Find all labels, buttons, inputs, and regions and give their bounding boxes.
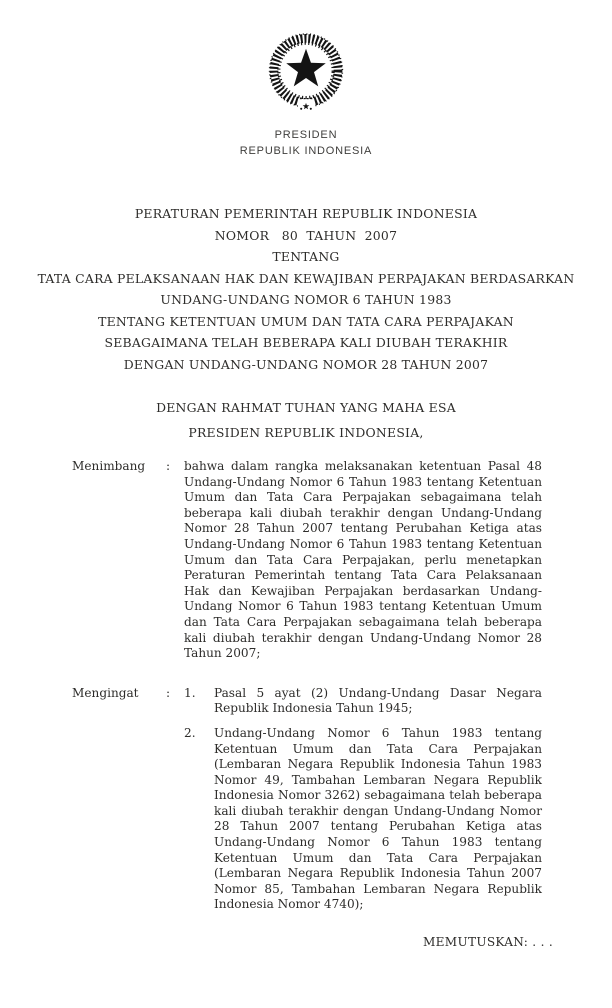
mengingat-section bbox=[0, 686, 612, 913]
mengingat-item-2 bbox=[184, 726, 542, 913]
title-line-subject-3: TENTANG KETENTUAN UMUM DAN TATA CARA PERPAJAKAN bbox=[98, 313, 514, 329]
title-line-subject-4: SEBAGAIMANA TELAH BEBERAPA KALI DIUBAH TERAKHIR bbox=[104, 335, 508, 350]
invocation-line: DENGAN RAHMAT TUHAN YANG MAHA ESA bbox=[156, 400, 456, 415]
mengingat-items bbox=[184, 686, 542, 913]
mengingat-item-1 bbox=[184, 686, 542, 717]
menimbang-section bbox=[0, 459, 612, 662]
title-line-number: NOMOR 80 TAHUN 2007 bbox=[214, 227, 398, 243]
page-continuation-marker: MEMUTUSKAN: . . . bbox=[423, 935, 553, 950]
title-line-subject-5: DENGAN UNDANG-UNDANG NOMOR 28 TAHUN 2007 bbox=[123, 356, 489, 372]
mengingat-colon: : bbox=[166, 685, 171, 700]
issuer-line: PRESIDEN REPUBLIK INDONESIA, bbox=[188, 425, 424, 440]
letterhead-republik-indonesia: REPUBLIK INDONESIA bbox=[239, 145, 373, 157]
menimbang-label: Menimbang bbox=[72, 459, 146, 473]
mengingat-item-1-number: 1. bbox=[184, 685, 196, 700]
mengingat-item-2-text: Undang-Undang Nomor 6 Tahun 1983 tentang Ketentuan Umum dan Tata Cara Perpajakan (Lembaran Negara Republik Indonesia Tahun 1983 Nomor 49, Tambahan Lembaran Negara Republik Indonesia Nomor 3262) sebagaimana telah beberapa kali diubah terakhir dengan Undang-Undang Nomor 28 Tahun 2007 tentang Perubahan Ketiga atas Undang-Undang Nomor 6 Tahun 1983 tentang Ketentuan Umum dan Tata Cara Perpajakan (Lembaran Negara Republik Indonesia Tahun 2007 Nomor 85, Tambahan Lembaran Negara Republik Indonesia Nomor 4740); bbox=[214, 725, 542, 912]
title-line-subject-2: UNDANG-UNDANG NOMOR 6 TAHUN 1983 bbox=[160, 292, 452, 307]
title-line-tentang: TENTANG bbox=[272, 249, 340, 264]
mengingat-item-1-text: Pasal 5 ayat (2) Undang-Undang Dasar Negara Republik Indonesia Tahun 1945; bbox=[214, 685, 542, 716]
title-line-subject-1: TATA CARA PELAKSANAAN HAK DAN KEWAJIBAN PERPAJAKAN BERDASARKAN bbox=[37, 270, 575, 286]
letterhead-presiden: PRESIDEN bbox=[274, 129, 338, 141]
seal-container bbox=[0, 0, 612, 116]
mengingat-item-2-number: 2. bbox=[184, 725, 196, 740]
letterhead bbox=[0, 127, 612, 159]
title-line-regulation: PERATURAN PEMERINTAH REPUBLIK INDONESIA bbox=[134, 206, 478, 221]
regulation-title bbox=[0, 203, 612, 375]
mengingat-label: Mengingat bbox=[72, 685, 139, 700]
menimbang-colon: : bbox=[166, 459, 171, 473]
presidential-seal-icon bbox=[266, 32, 346, 116]
menimbang-text: bahwa dalam rangka melaksanakan ketentuan Pasal 48 Undang-Undang Nomor 6 Tahun 1983 tentang Ketentuan Umum dan Tata Cara Perpajakan sebagaimana telah beberapa kali diubah terakhir dengan Undang-Undang Nomor 28 Tahun 2007 tentang Perubahan Ketiga atas Undang-Undang Nomor 6 Tahun 1983 tentang Ketentuan Umum dan Tata Cara Perpajakan, perlu menetapkan Peraturan Pemerintah tentang Tata Cara Pelaksanaan Hak dan Kewajiban Perpajakan berdasarkan Undang-Undang Nomor 6 Tahun 1983 tentang Ketentuan Umum dan Tata Cara Perpajakan sebagaimana telah beberapa kali diubah terakhir dengan Undang-Undang Nomor 28 Tahun 2007; bbox=[184, 459, 542, 661]
